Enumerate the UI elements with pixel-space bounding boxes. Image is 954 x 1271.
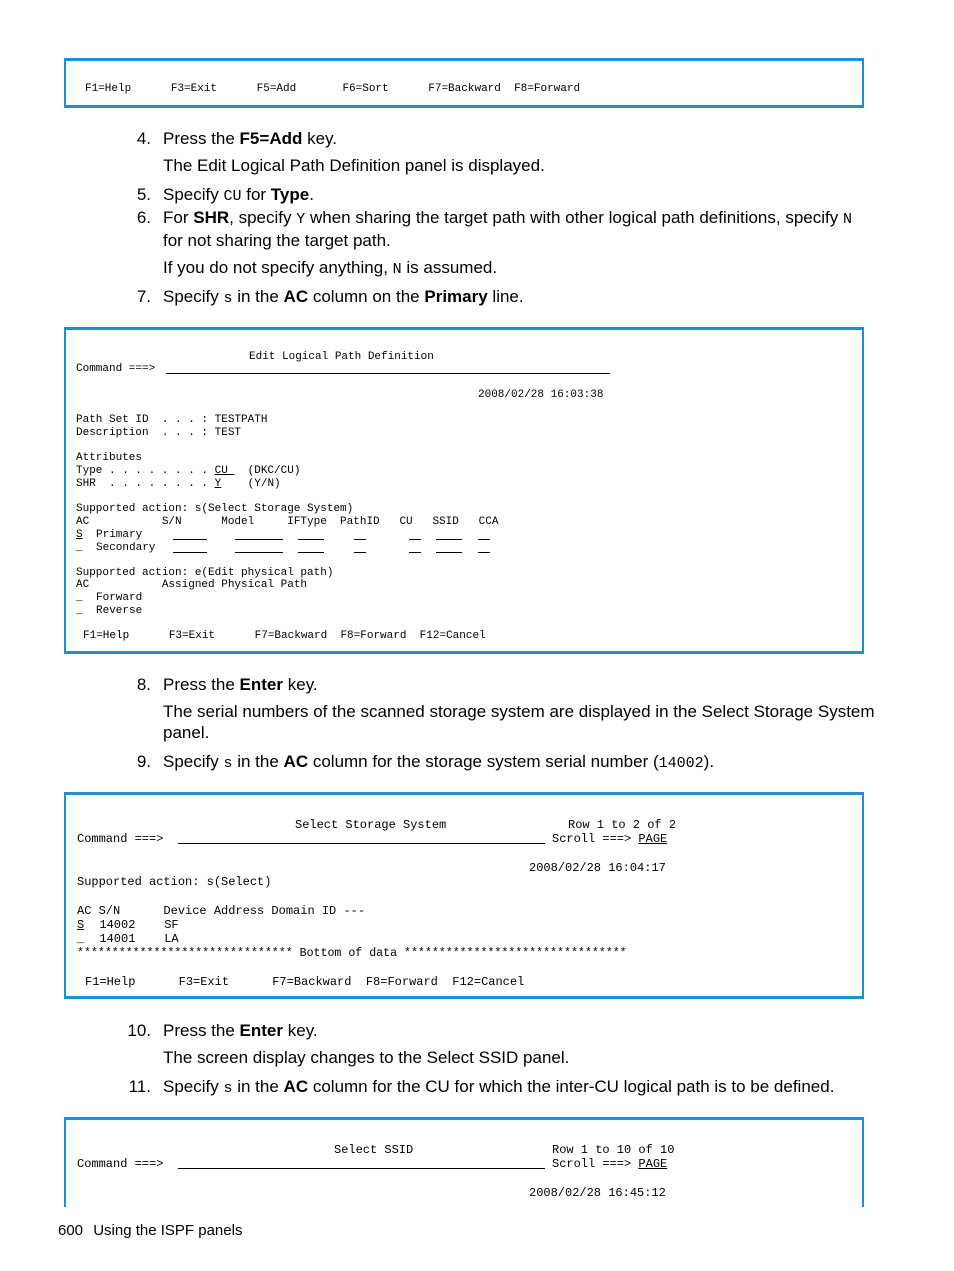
primary-model-field[interactable] bbox=[235, 539, 283, 540]
function-keys: F1=Help F3=Exit F5=Add F6=Sort F7=Backward F8=Forward bbox=[85, 83, 581, 95]
step-4-result: The Edit Logical Path Definition panel is displayed. bbox=[163, 156, 545, 175]
column-headers: AC S/N Device Address Domain ID --- bbox=[77, 904, 366, 918]
step-10-text: Press the Enter key. bbox=[163, 1021, 318, 1040]
step-6-text: For SHR, specify Y when sharing the target path with other logical path definitions, specify N bbox=[163, 208, 852, 228]
secondary-pathid-field[interactable] bbox=[354, 552, 366, 553]
secondary-cca-field[interactable] bbox=[478, 552, 490, 553]
command-input[interactable] bbox=[178, 1168, 545, 1169]
panel-title: Edit Logical Path Definition bbox=[249, 351, 434, 363]
timestamp: 2008/02/28 16:45:12 bbox=[529, 1186, 666, 1200]
primary-iftype-field[interactable] bbox=[298, 539, 324, 540]
column-headers-1: AC S/N Model IFType PathID CU SSID CCA bbox=[76, 516, 499, 528]
page-footer bbox=[58, 1222, 242, 1239]
scroll-field: Scroll ===> PAGE bbox=[552, 832, 668, 846]
type-field: Type . . . . . . . . CU (DKC/CU) bbox=[76, 465, 301, 477]
scroll-field: Scroll ===> PAGE bbox=[552, 1157, 668, 1171]
secondary-ssid-field[interactable] bbox=[436, 552, 462, 553]
timestamp: 2008/02/28 16:03:38 bbox=[478, 389, 604, 401]
scroll-input[interactable]: PAGE bbox=[638, 832, 668, 846]
reverse-ac-input[interactable]: _ bbox=[76, 605, 83, 617]
select-storage-system-panel bbox=[64, 792, 864, 999]
forward-label: Forward bbox=[96, 592, 143, 604]
row-2-ac-input[interactable]: _ bbox=[77, 932, 85, 946]
step-8-number: 8. bbox=[136, 675, 151, 694]
panel-title: Select Storage System bbox=[295, 818, 447, 832]
function-keys: F1=Help F3=Exit F7=Backward F8=Forward F12=Cancel bbox=[85, 975, 525, 989]
section-title: Using the ISPF panels bbox=[93, 1222, 243, 1239]
primary-ac-input[interactable]: S bbox=[76, 529, 83, 541]
scroll-input[interactable]: PAGE bbox=[638, 1157, 668, 1171]
secondary-label: Secondary bbox=[96, 542, 156, 554]
command-input[interactable] bbox=[178, 843, 545, 844]
secondary-sn-field[interactable] bbox=[173, 552, 207, 553]
page-number: 600 bbox=[58, 1222, 84, 1239]
primary-cu-field[interactable] bbox=[409, 539, 421, 540]
secondary-model-field[interactable] bbox=[235, 552, 283, 553]
step-8-text: Press the Enter key. bbox=[163, 675, 318, 694]
supported-action-1: Supported action: s(Select Storage System) bbox=[76, 503, 354, 515]
step-11-text: Specify s in the AC column for the CU for which the inter-CU logical path is to be defined. bbox=[163, 1077, 835, 1097]
panel-title: Select SSID bbox=[334, 1143, 414, 1157]
step-4-text: Press the F5=Add key. bbox=[163, 129, 337, 148]
step-8-result: The serial numbers of the scanned storage system are displayed in the Select Storage System bbox=[163, 702, 875, 721]
primary-label: Primary bbox=[96, 529, 143, 541]
shr-input[interactable]: Y bbox=[214, 478, 222, 490]
command-label: Command ===> bbox=[76, 363, 156, 375]
step-7-number: 7. bbox=[136, 287, 151, 306]
primary-cca-field[interactable] bbox=[478, 539, 490, 540]
function-key-panel bbox=[64, 58, 864, 108]
row-1-ac-input[interactable]: S bbox=[77, 918, 85, 932]
step-4-number: 4. bbox=[136, 129, 151, 148]
step-6-text-line2: for not sharing the target path. bbox=[163, 231, 391, 250]
secondary-iftype-field[interactable] bbox=[298, 552, 324, 553]
bottom-of-data: ******************************* Bottom of data ******************************** bbox=[77, 947, 627, 960]
command-label: Command ===> bbox=[77, 832, 164, 846]
function-keys: F1=Help F3=Exit F7=Backward F8=Forward F12=Cancel bbox=[83, 630, 486, 642]
forward-ac-input[interactable]: _ bbox=[76, 592, 83, 604]
step-5-number: 5. bbox=[136, 185, 151, 204]
step-8-result-line2: panel. bbox=[163, 723, 210, 742]
edit-logical-path-panel bbox=[64, 327, 864, 654]
step-9-number: 9. bbox=[136, 752, 151, 771]
secondary-cu-field[interactable] bbox=[409, 552, 421, 553]
primary-sn-field[interactable] bbox=[173, 539, 207, 540]
reverse-label: Reverse bbox=[96, 605, 143, 617]
column-headers-2: AC Assigned Physical Path bbox=[76, 579, 308, 591]
row-count: Row 1 to 10 of 10 bbox=[552, 1143, 675, 1157]
attributes-heading: Attributes bbox=[76, 452, 143, 464]
supported-action-2: Supported action: e(Edit physical path) bbox=[76, 567, 334, 579]
step-7-text: Specify s in the AC column on the Primary line. bbox=[163, 287, 524, 307]
step-10-number: 10. bbox=[127, 1021, 151, 1040]
shr-field: SHR . . . . . . . . Y (Y/N) bbox=[76, 478, 281, 490]
row-count: Row 1 to 2 of 2 bbox=[568, 818, 677, 832]
step-6-number: 6. bbox=[136, 208, 151, 227]
command-input[interactable] bbox=[166, 373, 610, 374]
primary-pathid-field[interactable] bbox=[354, 539, 366, 540]
timestamp: 2008/02/28 16:04:17 bbox=[529, 861, 666, 875]
step-11-number: 11. bbox=[128, 1077, 151, 1096]
path-set-id: Path Set ID . . . : TESTPATH bbox=[76, 414, 268, 426]
step-9-text: Specify s in the AC column for the storage system serial number (14002). bbox=[163, 752, 715, 772]
type-input[interactable]: CU bbox=[214, 465, 235, 477]
command-label: Command ===> bbox=[77, 1157, 164, 1171]
row-2: 14001 LA bbox=[85, 932, 179, 946]
supported-action: Supported action: s(Select) bbox=[77, 875, 272, 889]
secondary-ac-input[interactable]: _ bbox=[76, 542, 83, 554]
description: Description . . . : TEST bbox=[76, 427, 242, 439]
step-10-result: The screen display changes to the Select SSID panel. bbox=[163, 1048, 570, 1067]
step-5-text: Specify CU for Type. bbox=[163, 185, 314, 205]
primary-ssid-field[interactable] bbox=[436, 539, 462, 540]
step-6-note: If you do not specify anything, N is assumed. bbox=[163, 258, 498, 278]
row-1: 14002 SF bbox=[85, 918, 179, 932]
select-ssid-panel bbox=[64, 1117, 864, 1207]
